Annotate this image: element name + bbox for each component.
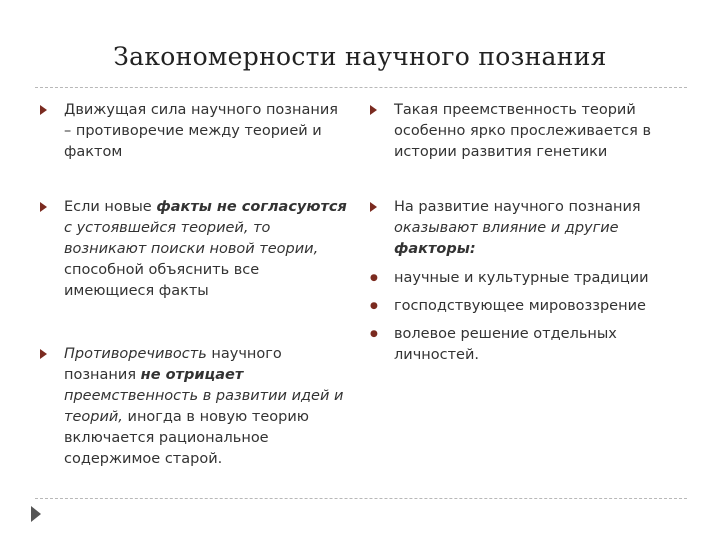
right-item-1-text: Такая преемственность теорий особенно ярко прослеживается в истории развития генетики — [394, 102, 652, 160]
left-item-3-text-c: не отрицает — [140, 367, 244, 383]
left-item-3-text-d: преемственность в развитии идей и теорий, — [64, 388, 344, 425]
right-column — [368, 100, 668, 366]
left-item-2-text-a: Если новые — [64, 199, 157, 215]
slide-title: Закономерности научного познания — [113, 42, 607, 71]
right-item-2-text-a: На развитие научного познания — [394, 199, 641, 215]
arrow-bullet-icon — [370, 105, 377, 115]
left-item-3-text-a: Противоречивость — [64, 346, 207, 362]
dot-bullet-icon: ● — [370, 273, 378, 283]
corner-arrow-icon — [31, 506, 41, 522]
right-item-2-text-b: оказывают влияние и другие — [394, 220, 619, 236]
right-item-2-text-c: факторы: — [394, 241, 476, 257]
right-item-factors — [368, 197, 668, 260]
left-item-new-facts — [38, 197, 348, 302]
left-item-3-text-b: научного познания — [64, 346, 282, 383]
dot-bullet-icon: ● — [370, 301, 378, 311]
right-sub-item-traditions — [368, 268, 668, 289]
right-sub-item-1-text: научные и культурные традиции — [394, 270, 649, 286]
left-column — [38, 100, 348, 470]
arrow-bullet-icon — [40, 105, 47, 115]
arrow-bullet-icon — [370, 202, 377, 212]
right-sub-item-worldview — [368, 296, 668, 317]
dot-bullet-icon: ● — [370, 329, 378, 339]
right-sub-item-decision — [368, 324, 668, 366]
bottom-divider — [35, 498, 687, 499]
right-item-continuity — [368, 100, 668, 163]
right-sub-item-2-text: господствующее мировоззрение — [394, 298, 646, 314]
left-item-driving-force — [38, 100, 348, 163]
arrow-bullet-icon — [40, 202, 47, 212]
left-item-1-text: Движущая сила научного познания – противоречие между теорией и фактом — [64, 102, 338, 160]
left-item-3-text-e: иногда в новую теорию включается рациональное содержимое старой. — [64, 409, 309, 467]
left-item-contradiction — [38, 344, 348, 470]
left-item-2-text-b: факты не согласуются — [156, 199, 347, 215]
left-item-2-text-d: способной объяснить все имеющиеся факты — [64, 262, 260, 299]
arrow-bullet-icon — [40, 349, 47, 359]
right-sub-item-3-text: волевое решение отдельных личностей. — [394, 326, 617, 363]
top-divider — [35, 87, 687, 88]
left-item-2-text-c: с устоявшейся теорией, то возникают поиски новой теории, — [64, 220, 319, 257]
